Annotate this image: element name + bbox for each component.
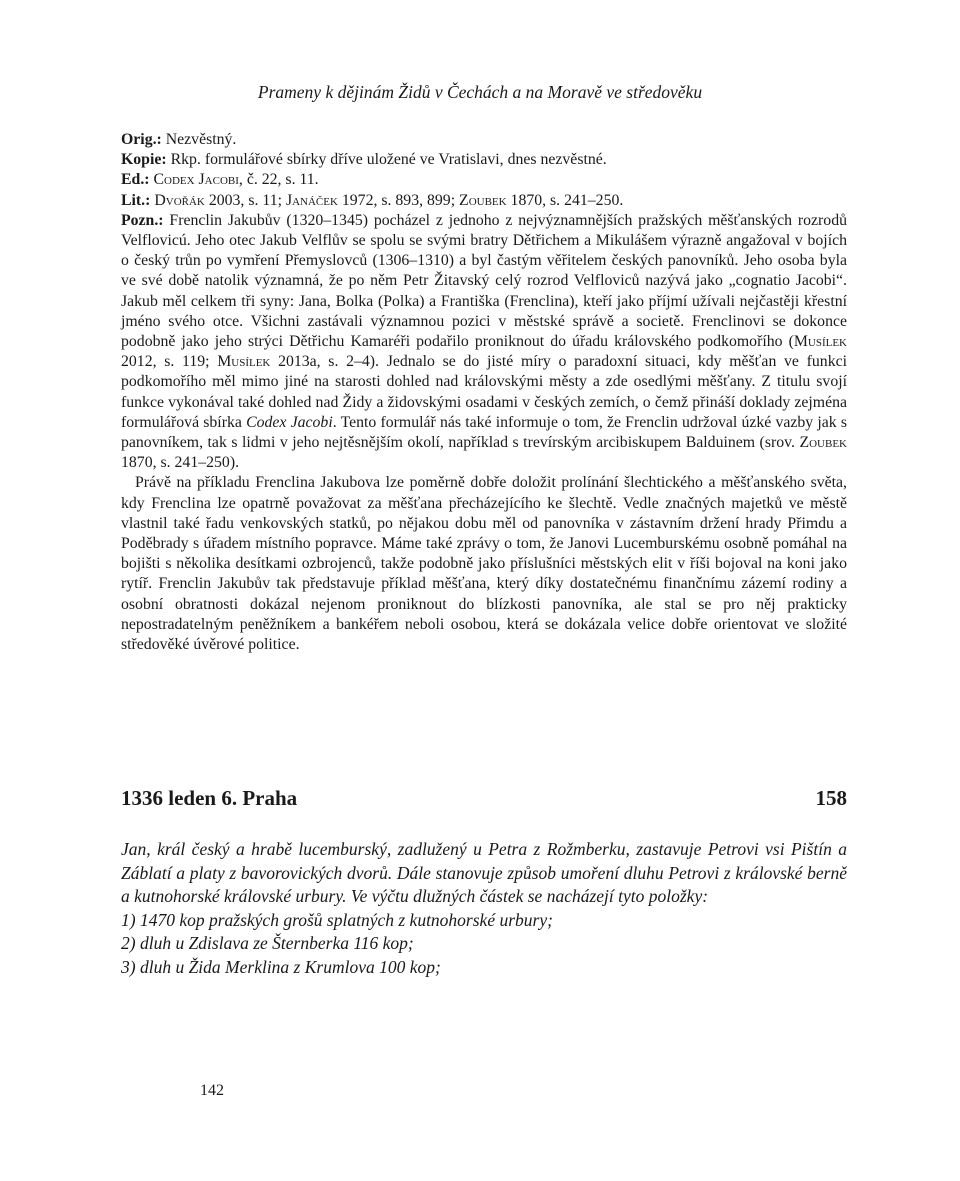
lit-text-2: 1972, s. 893, 899; bbox=[337, 191, 460, 209]
note-text-b: 2012, s. 119; bbox=[121, 353, 218, 371]
note-text-d: . Tento formulář nás také informuje o tom, že Frenclin udržoval úzké vazby jak s panovníkem, tak s lidmi v jeho nejtěsnějším okolí, například s trevírským arcibiskupem Balduinem (srov. bbox=[121, 413, 847, 452]
orig-text: Nezvěstný. bbox=[165, 131, 237, 148]
ed-line bbox=[121, 170, 847, 190]
document-date-place: 1336 leden 6. Praha bbox=[121, 786, 298, 810]
lit-ref-1: Dvořák bbox=[154, 191, 205, 209]
kopie-text: Rkp. formulářové sbírky dříve uložené ve Vratislavi, dnes nezvěstné. bbox=[170, 151, 607, 169]
note-paragraph-1 bbox=[121, 211, 847, 474]
ed-text: , č. 22, s. 11. bbox=[238, 171, 319, 189]
running-head: Prameny k dějinám Židů v Čechách a na Moravě ve středověku bbox=[257, 82, 703, 102]
kopie-label: Kopie: bbox=[121, 151, 167, 169]
regest-item: 1) 1470 kop pražských grošů splatných z kutnohorské urbury; bbox=[121, 909, 553, 930]
regest bbox=[121, 838, 847, 980]
lit-ref-3: Zoubek bbox=[459, 191, 507, 209]
lit-ref-2: Janáček bbox=[285, 191, 338, 209]
note-text-c: 2013a, s. 2–4). Jednalo se do jisté míry o paradoxní situaci, kdy měšťan ve funkci podkomořího měl mimo jiné na starosti dohled nad královskými městy a zde osedlými měšťany. Z titulu svojí funkce vykonával také dohled nad Židy a židovskými osadami v českých zemích, o čemž přináší doklady zejména formulářová sbírka bbox=[121, 353, 847, 431]
regest-summary: Jan, král český a hrabě lucemburský, zadlužený u Petra z Rožmberku, zastavuje Petrovi vsi Pištín a Záblatí a platy z bavorovických dvorů. Dále stanovuje způsob umoření dluhu Petrovi z královské berně a kutnohorské královské urbury. Ve výčtu dlužných částek se nacházejí tyto položky: bbox=[121, 839, 847, 907]
lit-label: Lit.: bbox=[121, 191, 151, 209]
note-paragraph-2: Právě na příkladu Frenclina Jakubova lze poměrně dobře doložit prolínání šlechtického a měšťanského světa, kdy Frenclina lze opatrně považovat za měšťana přecházejícího ke šlechtě. Vedle značných majetků ve městě vlastnil také řadu venkovských statků, po nějakou dobu měl od panovníka v zástavním držení hrady Přimdu a Poděbrady s úřadem místního popravce. Máme také zprávy o tom, že Janovi Lucemburskému osobně pomáhal na bojišti s několika desítkami ozbrojenců, takže podobně jako příslušníci městských elit v říši bojoval na koni jako rytíř. Frenclin Jakubův tak představuje příklad měšťana, který díky dostatečnému finančnímu zázemí rodiny a osobní obratnosti dokázal nejenom proniknout do blízkosti panovníka, ale stal se pro něj prakticky nepostradatelným peněžníkem a bankéřem neboli osobou, která se dokázala velice dobře orientovat ve složité středověké úvěrové politice. bbox=[121, 474, 847, 654]
note-ref-a: Musílek bbox=[793, 333, 847, 351]
ed-ref: Codex Jacobi bbox=[153, 171, 239, 189]
pozn-label: Pozn.: bbox=[121, 211, 164, 229]
note-ref-b: Musílek bbox=[217, 353, 271, 371]
note-text-e: 1870, s. 241–250). bbox=[121, 454, 240, 472]
orig-line bbox=[121, 130, 847, 150]
lit-line bbox=[121, 191, 847, 211]
lit-text-1: 2003, s. 11; bbox=[204, 191, 286, 209]
note-ref-c: Zoubek bbox=[799, 434, 847, 452]
regest-item: 2) dluh u Zdislava ze Šternberka 116 kop; bbox=[121, 933, 414, 954]
orig-label: Orig.: bbox=[121, 131, 162, 148]
page-number: 142 bbox=[200, 1082, 224, 1099]
note-codex-title: Codex Jacobi bbox=[246, 413, 333, 431]
edition-apparatus bbox=[121, 130, 847, 655]
note-text-a: Frenclin Jakubův (1320–1345) pocházel z jednoho z nejvýznamnějších pražských měšťanských rozrodů Velflovicú. Jeho otec Jakub Velflův se spolu se svými bratry Dětřichem a Mikulášem výrazně angažoval v bojích o český trůn po vymření Přemyslovců (1306–1310) a byl častým věřitelem českých panovníků. Jeho osoba byla ve své době natolik významná, že po něm Petr Žitavský celý rozrod Velfloviců nazývá jako „cognatio Jacobi“. Jakub měl celkem tři syny: Jana, Bolka (Polka) a Františka (Frenclina), kteří jako příjmí užívali nejčastěji křestní jméno svého otce. Všichni zastávali významnou pozici v městské správě a societě. Frenclinovi se dokonce podobně jako jeho strýci Dětřichu Kamaréři podařilo proniknout do úřadu královského podkomořího ( bbox=[121, 211, 847, 351]
lit-text-3: 1870, s. 241–250. bbox=[506, 191, 624, 209]
document-heading bbox=[121, 786, 847, 811]
document-number: 158 bbox=[815, 786, 847, 810]
regest-item: 3) dluh u Žida Merklina z Krumlova 100 kop; bbox=[121, 956, 441, 977]
kopie-line bbox=[121, 150, 847, 170]
ed-label: Ed.: bbox=[121, 171, 150, 189]
